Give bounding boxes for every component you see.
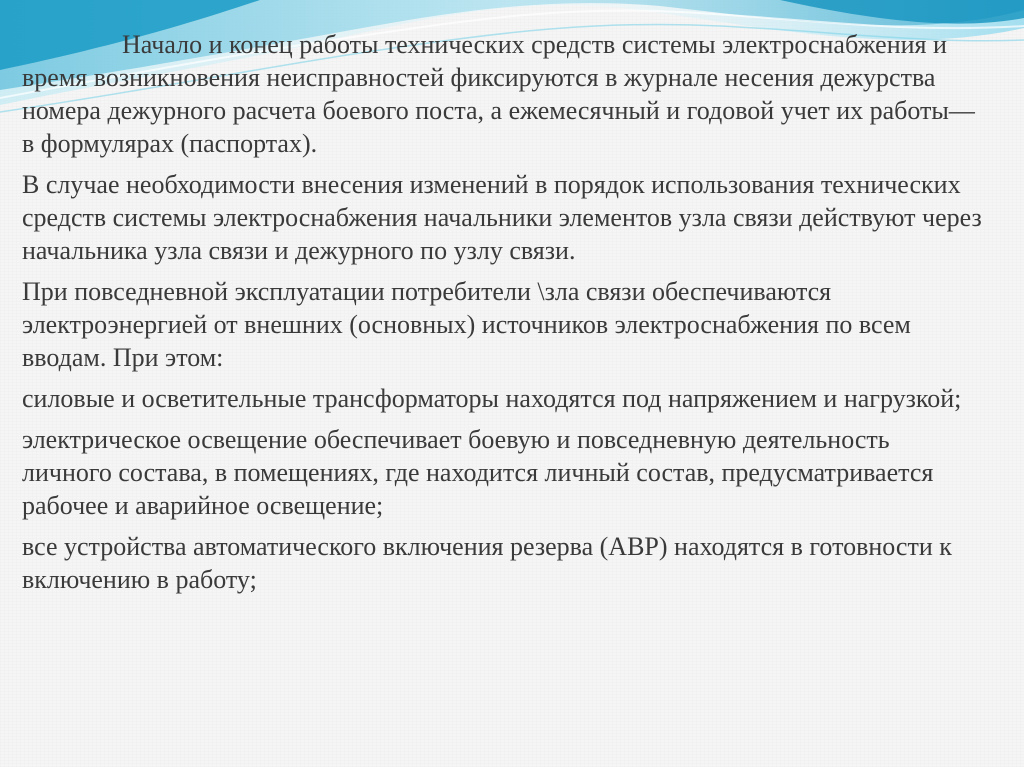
slide-body (22, 28, 982, 604)
paragraph-3: При повседневной эксплуатации потребители \зла связи обеспечиваются электроэнергией от внешних (основных) источников электроснабжения по всем вводам. При этом: (22, 277, 911, 372)
paragraph-6: все устройства автоматического включения резерва (АВР) находятся в готовности к включению в работу; (22, 532, 952, 594)
paragraph-5: электрическое освещение обеспечивает боевую и повседневную деятельность личного состава, в помещениях, где находится личный состав, предусматривается рабочее и аварийное освещение; (22, 425, 934, 520)
paragraph-2: В случае необходимости внесения изменений в порядок использования технических средств системы электроснабжения начальники элементов узла связи действуют через начальника узла связи и дежурного по узлу связи. (22, 170, 982, 265)
paragraph-1: Начало и конец работы технических средств системы электроснабжения и время возникновения неисправностей фиксируются в журнале несения дежурства номера дежурного расчета боевого поста, а ежемесячный и годовой учет их работы—в формулярах (паспортах). (22, 30, 975, 158)
paragraph-4: силовые и осветительные трансформаторы находятся под напряжением и нагрузкой; (22, 384, 962, 413)
